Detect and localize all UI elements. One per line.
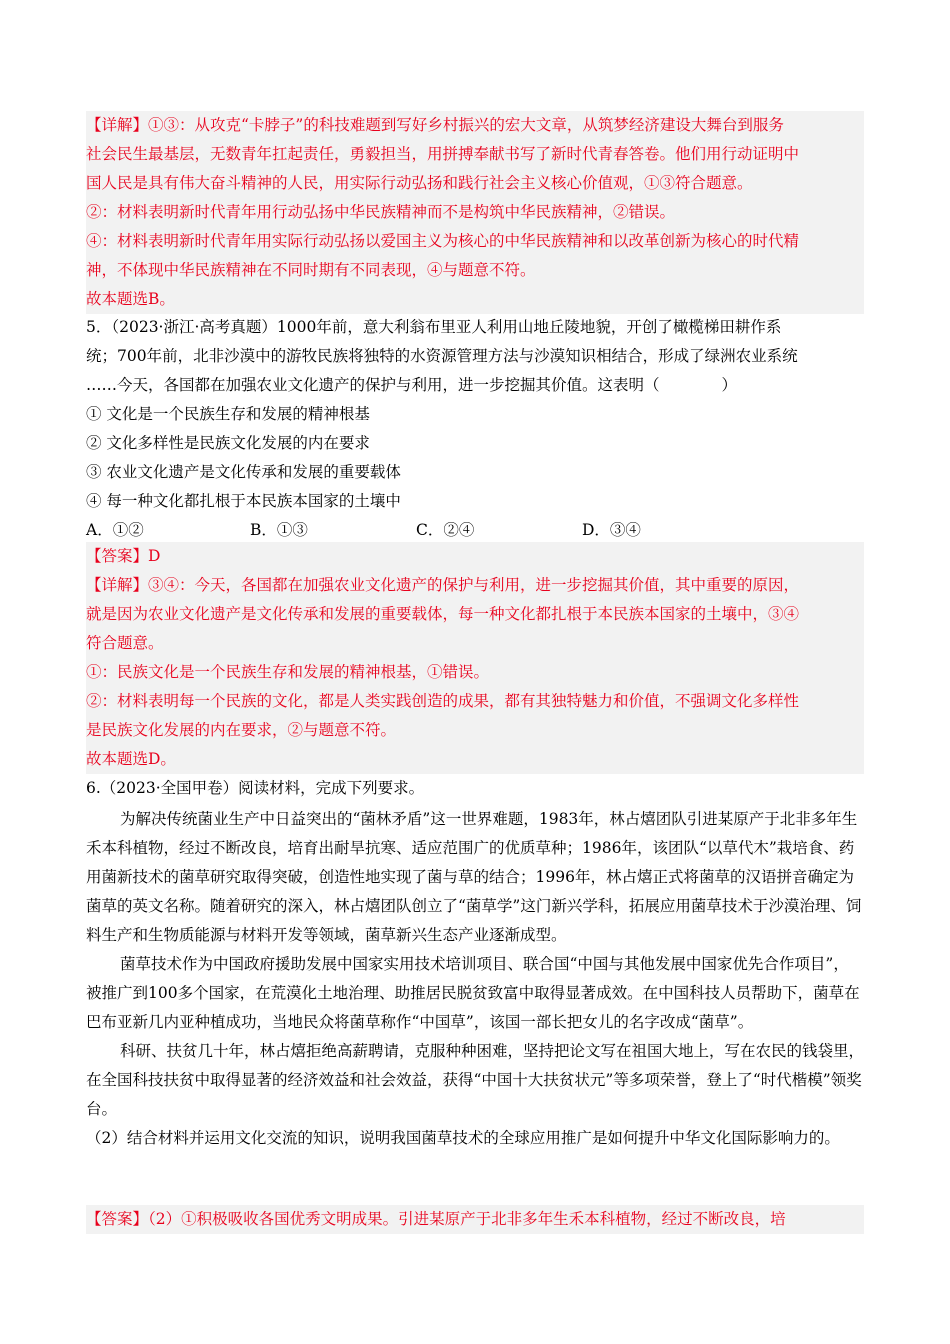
q6-subquestion-2: （2）结合材料并运用文化交流的知识，说明我国菌草技术的全球应用推广是如何提升中华文化国际影响力的。 xyxy=(86,1129,840,1147)
q5-stem-line-3: ……今天，各国都在加强农业文化遗产的保护与利用，进一步挖掘其价值。这表明（ ） xyxy=(86,376,738,394)
q6-material-paragraph-1: 为解决传统菌业生产中日益突出的“菌林矛盾”这一世界难题，1983年，林占熺团队引进某原产于北非多年生禾本科植物，经过不断改良，培育出耐旱抗寒、适应范围广的优质草种；1986年，该团队“以草代木”栽培食、药用菌新技术的菌草研究取得突破，创造性地实现了菌与草的结合；1996年，林占熺正式将菌草的汉语拼音确定为菌草的英文名称。随着研究的深入，林占熺团队创立了“菌草学”这门新兴学科，拓展应用菌草技术于沙漠治理、饲料生产和生物质能源与材料开发等领域，菌草新兴生态产业逐渐成型。 xyxy=(86,810,862,944)
q5-detail-line-4: ①：民族文化是一个民族生存和发展的精神根基，①错误。 xyxy=(86,663,490,681)
q6-answer-block xyxy=(86,1205,864,1234)
q5-option-d: D．③④ xyxy=(582,521,641,539)
q6-answer-line xyxy=(86,1205,864,1234)
q5-stem-line-2: 统；700年前，北非沙漠中的游牧民族将独特的水资源管理方法与沙漠知识相结合，形成了绿洲农业系统 xyxy=(86,347,798,365)
q5-detail-line-6: 是民族文化发展的内在要求，②与题意不符。 xyxy=(86,721,397,739)
q5-detail-line-3: 符合题意。 xyxy=(86,634,164,652)
q6-material-paragraph-3: 科研、扶贫几十年，林占熺拒绝高薪聘请，克服种种困难，坚持把论文写在祖国大地上，写在农民的钱袋里，在全国科技扶贫中取得显著的经济效益和社会效益，获得“中国十大扶贫状元”等多项荣誉，登上了“时代楷模”领奖台。 xyxy=(86,1042,865,1118)
q5-options xyxy=(86,516,864,545)
q4-detail-block xyxy=(86,111,864,314)
q5-detail-line-7: 故本题选D。 xyxy=(86,750,176,768)
q5-statement-2: ② 文化多样性是民族文化发展的内在要求 xyxy=(86,434,370,452)
q5-statement-3: ③ 农业文化遗产是文化传承和发展的重要载体 xyxy=(86,463,401,481)
q5-detail-line-1: 【详解】③④：今天，各国都在加强农业文化遗产的保护与利用，进一步挖掘其价值，其中重要的原因， xyxy=(86,576,800,594)
q4-detail-line-1: 【详解】①③：从攻克“卡脖子”的科技难题到写好乡村振兴的宏大文章，从筑梦经济建设大舞台到服务 xyxy=(86,116,784,134)
q6-material-paragraph-2: 菌草技术作为中国政府援助发展中国家实用技术培训项目、联合国“中国与其他发展中国家优先合作项目”，被推广到100多个国家，在荒漠化土地治理、助推居民脱贫致富中取得显著成效。在中国科技人员帮助下，菌草在巴布亚新几内亚种植成功，当地民众将菌草称作“中国草”，该国一部长把女儿的名字改成“菌草”。 xyxy=(86,955,860,1031)
q5-detail-line-2: 就是因为农业文化遗产是文化传承和发展的重要载体，每一种文化都扎根于本民族本国家的土壤中，③④ xyxy=(86,605,800,623)
q6-title: 6.（2023·全国甲卷）阅读材料，完成下列要求。 xyxy=(86,779,425,797)
q5-statement-4: ④ 每一种文化都扎根于本民族本国家的土壤中 xyxy=(86,492,401,510)
q5-statement-1: ① 文化是一个民族生存和发展的精神根基 xyxy=(86,405,370,423)
q5-answer: 【答案】D xyxy=(86,547,161,565)
q4-detail-line-2: 社会民生最基层，无数青年扛起责任，勇毅担当，用拼搏奉献书写了新时代青春答卷。他们用行动证明中 xyxy=(86,145,800,163)
q5-answer-block xyxy=(86,542,864,774)
q5-detail-line-5: ②：材料表明每一个民族的文化，都是人类实践创造的成果，都有其独特魅力和价值，不强调文化多样性 xyxy=(86,692,800,710)
q4-detail-line-7: 故本题选B。 xyxy=(86,290,175,308)
q4-detail-line-4: ②：材料表明新时代青年用行动弘扬中华民族精神而不是构筑中华民族精神，②错误。 xyxy=(86,203,676,221)
q5-option-a: A．①② xyxy=(86,521,144,539)
q4-detail-line-6: 神，不体现中华民族精神在不同时期有不同表现，④与题意不符。 xyxy=(86,261,536,279)
q6-answer-text: （2）①积极吸收各国优秀文明成果。引进某原产于北非多年生禾本科植物，经过不断改良，培 xyxy=(148,1210,786,1228)
q5-option-c: C．②④ xyxy=(416,521,475,539)
q6-answer-label: 【答案】 xyxy=(86,1210,149,1228)
q4-detail-line-5: ④：材料表明新时代青年用实际行动弘扬以爱国主义为核心的中华民族精神和以改革创新为核心的时代精 xyxy=(86,232,800,250)
q4-detail-line-3: 国人民是具有伟大奋斗精神的人民，用实际行动弘扬和践行社会主义核心价值观，①③符合题意。 xyxy=(86,174,753,192)
q5-question-block xyxy=(86,313,864,545)
q6-question-block xyxy=(86,774,864,1153)
q5-option-b: B．①③ xyxy=(250,521,308,539)
q5-stem-line-1: 5．（2023·浙江·高考真题）1000年前，意大利翁布里亚人利用山地丘陵地貌，开创了橄榄梯田耕作系 xyxy=(86,318,782,336)
